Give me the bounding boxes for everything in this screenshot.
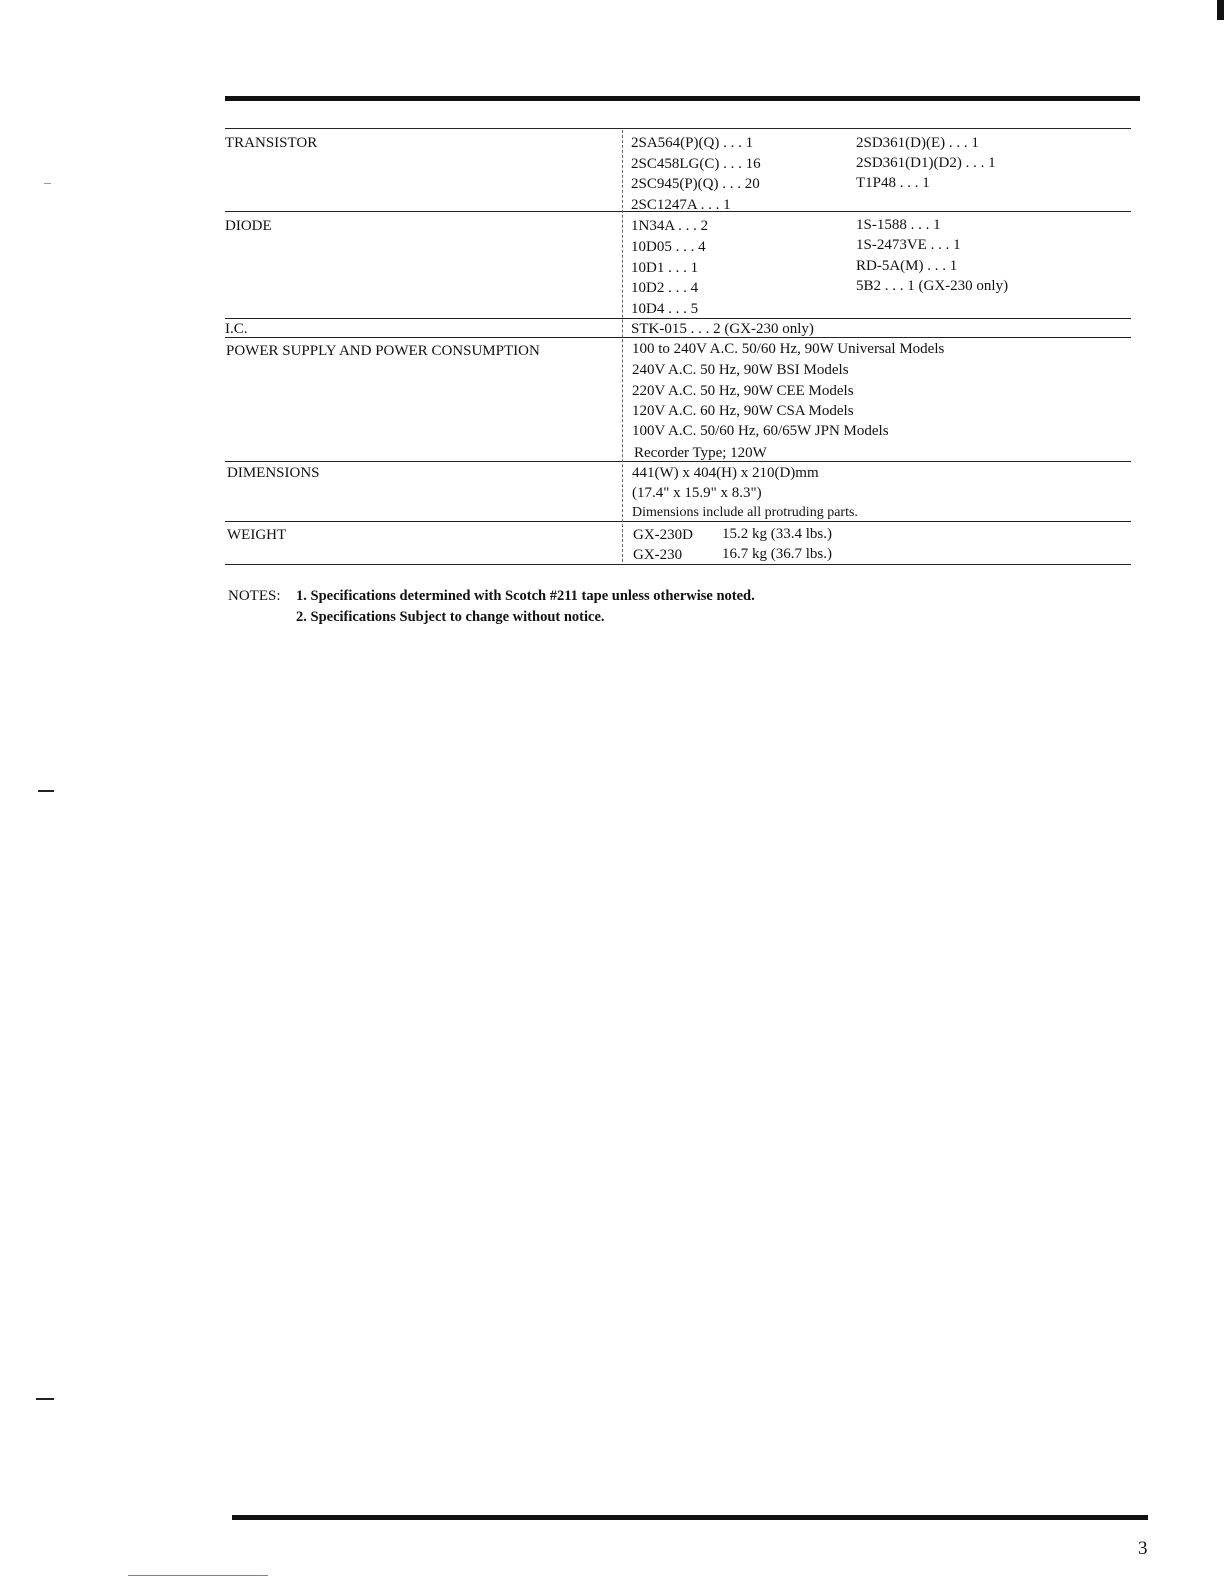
margin-mark (44, 183, 51, 184)
transistor-item: 2SC458LG(C) . . . 16 (631, 156, 761, 172)
weight-value: 15.2 kg (33.4 lbs.) (722, 526, 832, 542)
power-line: 100 to 240V A.C. 50/60 Hz, 90W Universal Models (632, 341, 945, 357)
dimensions-line: 441(W) x 404(H) x 210(D)mm (632, 465, 819, 481)
dimensions-line: Dimensions include all protruding parts. (632, 505, 858, 520)
diode-item: 10D4 . . . 5 (631, 301, 699, 317)
transistor-label: TRANSISTOR (225, 135, 318, 151)
ic-label: I.C. (225, 321, 248, 337)
page-edge-mark (1217, 0, 1224, 20)
note-item: 1. Specifications determined with Scotch #211 tape unless otherwise noted. (296, 588, 755, 604)
top-rule (225, 96, 1140, 101)
row-separator (225, 318, 1131, 319)
diode-item: 1S-2473VE . . . 1 (856, 237, 961, 253)
transistor-item: 2SC945(P)(Q) . . . 20 (631, 176, 760, 192)
transistor-item: 2SA564(P)(Q) . . . 1 (631, 135, 754, 151)
power-label: POWER SUPPLY AND POWER CONSUMPTION (226, 343, 540, 359)
notes-label: NOTES: (228, 588, 281, 604)
transistor-item: 2SD361(D)(E) . . . 1 (856, 135, 979, 151)
page-number: 3 (1138, 1538, 1148, 1559)
weight-value: 16.7 kg (36.7 lbs.) (722, 546, 832, 562)
diode-item: 5B2 . . . 1 (GX-230 only) (856, 278, 1009, 294)
weight-model: GX-230D (633, 527, 693, 543)
margin-mark (36, 1398, 54, 1400)
power-line: 100V A.C. 50/60 Hz, 60/65W JPN Models (632, 423, 889, 439)
power-line: Recorder Type; 120W (634, 445, 767, 461)
power-line: 120V A.C. 60 Hz, 90W CSA Models (632, 403, 854, 419)
diode-item: 1S-1588 . . . 1 (856, 217, 941, 233)
row-separator (225, 564, 1131, 565)
transistor-item: T1P48 . . . 1 (856, 175, 930, 191)
ic-value: STK-015 . . . 2 (GX-230 only) (631, 321, 814, 337)
weight-model: GX-230 (633, 547, 683, 563)
transistor-item: 2SC1247A . . . 1 (631, 197, 731, 213)
bottom-rule (232, 1515, 1148, 1520)
transistor-item: 2SD361(D1)(D2) . . . 1 (856, 155, 996, 171)
dimensions-label: DIMENSIONS (227, 465, 320, 481)
row-separator (225, 128, 1131, 129)
note-item: 2. Specifications Subject to change without notice. (296, 609, 605, 625)
power-line: 220V A.C. 50 Hz, 90W CEE Models (632, 383, 854, 399)
diode-item: 1N34A . . . 2 (631, 218, 709, 234)
dimensions-line: (17.4" x 15.9" x 8.3") (632, 485, 762, 501)
diode-item: 10D2 . . . 4 (631, 280, 699, 296)
power-line: 240V A.C. 50 Hz, 90W BSI Models (632, 362, 849, 378)
diode-item: RD-5A(M) . . . 1 (856, 258, 958, 274)
column-divider (622, 130, 623, 562)
scan-artifact-line (128, 1575, 268, 1576)
margin-mark (38, 790, 54, 792)
diode-item: 10D1 . . . 1 (631, 260, 699, 276)
weight-label: WEIGHT (227, 527, 287, 543)
diode-label: DIODE (225, 218, 272, 234)
diode-item: 10D05 . . . 4 (631, 239, 706, 255)
